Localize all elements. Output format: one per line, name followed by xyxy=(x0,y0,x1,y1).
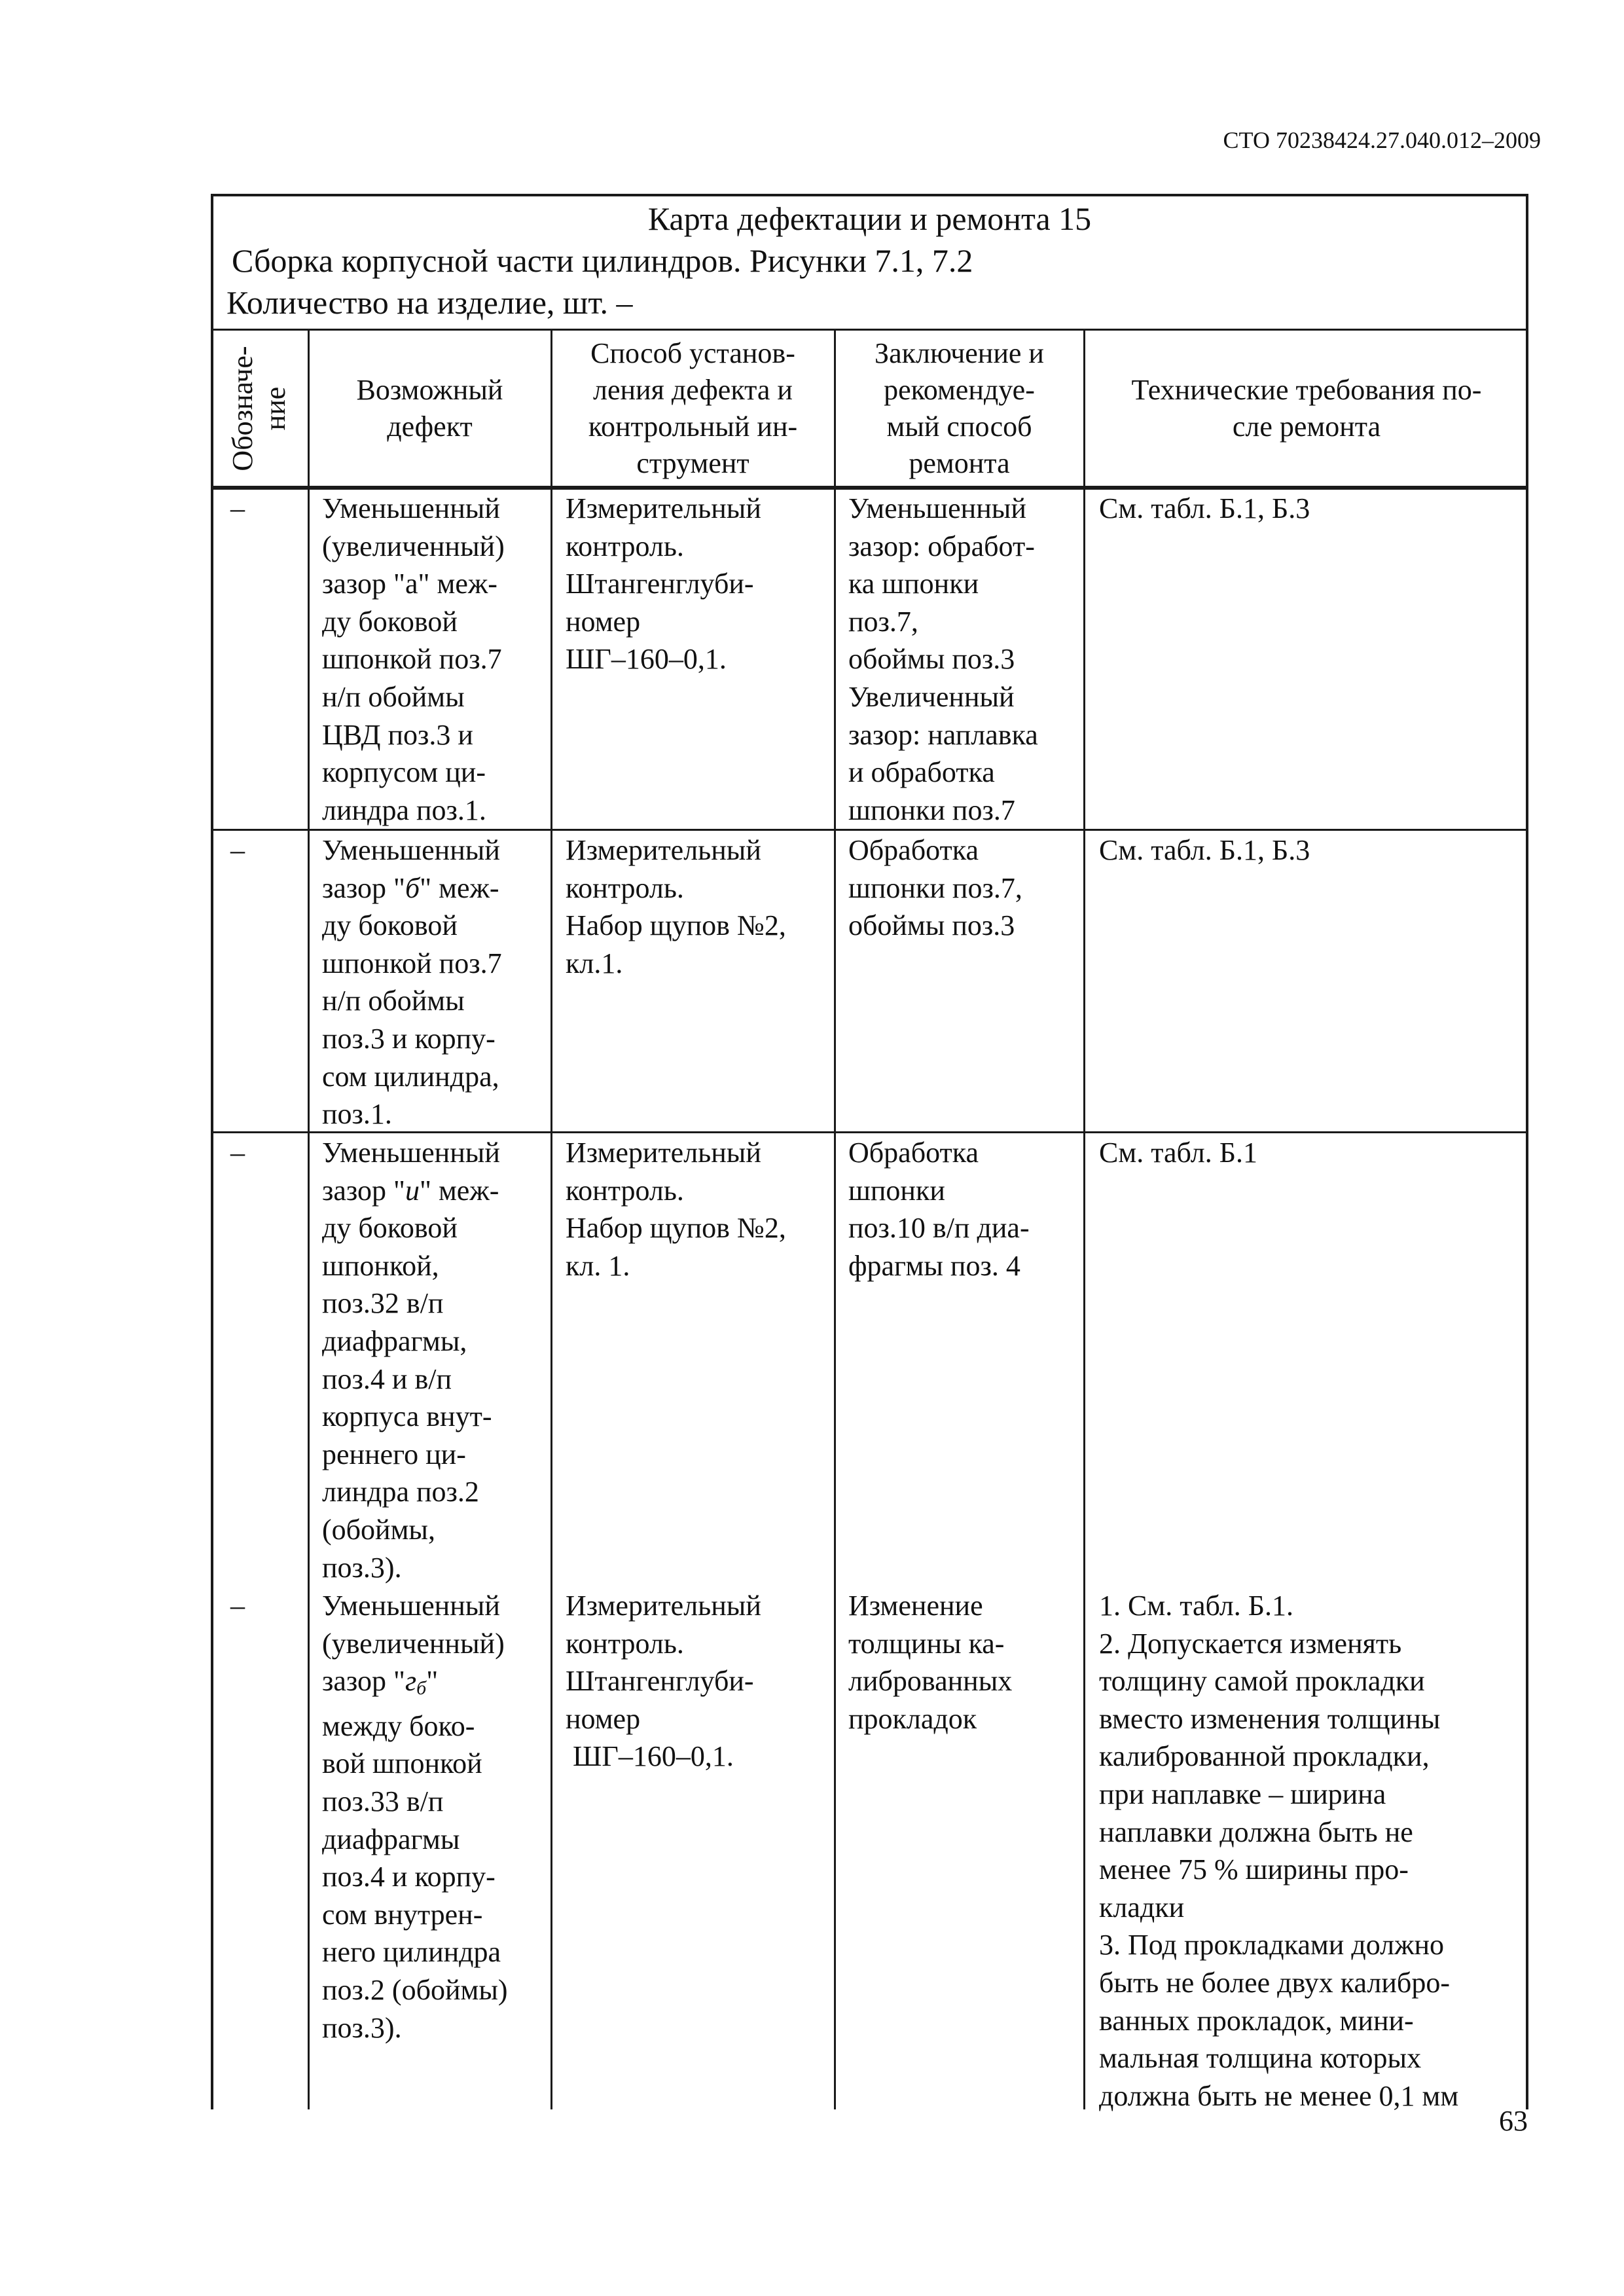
row-repair: Уменьшенный зазор: обработ- ка шпонки поз.7, обоймы поз.3 Увеличенный зазор: наплавка и обработка шпонки поз.7 xyxy=(848,492,1038,826)
column-divider xyxy=(834,329,836,2109)
row-designation: – xyxy=(230,492,245,524)
row-designation: – xyxy=(230,1590,245,1622)
row-requirements: См. табл. Б.1, Б.3 xyxy=(1099,492,1310,524)
column-header-requirements: Технические требования по- сле ремонта xyxy=(1131,374,1482,443)
page-number: 63 xyxy=(1499,2105,1528,2137)
row-repair: Обработка шпонки поз.10 в/п диа- фрагмы поз. 4 xyxy=(848,1137,1030,1282)
row-method: Измерительный контроль. Штангенглуби- номер ШГ–160–0,1. xyxy=(566,1590,761,1773)
row-requirements: 1. См. табл. Б.1. 2. Допускается изменять толщину самой прокладки вместо изменения толщины калиброванной прокладки, при наплавке – ширина наплавки должна быть не менее 75 % ширины про- кладки 3. Под прокладками должно быть не более двух калибро- ванных прокладок, мини- мальная толщина которых должна быть не менее 0,1 мм xyxy=(1099,1590,1459,2112)
row-defect: Уменьшенный зазор "б" меж- ду боковой шпонкой поз.7 н/п обоймы поз.3 и корпу- сом цилиндра, поз.1. xyxy=(322,834,502,1131)
column-header-method: Способ установ- ления дефекта и контрольный ин- струмент xyxy=(588,337,798,479)
row-requirements: См. табл. Б.1, Б.3 xyxy=(1099,834,1310,866)
column-header-repair: Заключение и рекомендуе- мый способ ремонта xyxy=(875,337,1044,479)
row-method: Измерительный контроль. Штангенглуби- номер ШГ–160–0,1. xyxy=(566,492,761,676)
card-subtitle: Сборка корпусной части цилиндров. Рисунки 7.1, 7.2 xyxy=(232,242,973,279)
card-quantity: Количество на изделие, шт. – xyxy=(226,284,633,321)
row-defect: Уменьшенный зазор "и" меж- ду боковой шпонкой, поз.32 в/п диафрагмы, поз.4 и в/п корпуса внут- реннего ци- линдра поз.2 (обоймы, поз.3). xyxy=(322,1137,500,1584)
column-divider xyxy=(1083,329,1085,2109)
row-divider xyxy=(211,829,1528,831)
row-method: Измерительный контроль. Набор щупов №2, кл.1. xyxy=(566,834,786,979)
column-divider xyxy=(308,329,310,2109)
row-defect: Уменьшенный (увеличенный) зазор "$г_б$" между боко- вой шпонкой поз.33 в/п диафрагмы поз.4 и корпу- сом внутрен- него цилиндра поз.2 (обоймы) поз.3). xyxy=(322,1590,508,2044)
column-header-designation: Обозначе- ние xyxy=(226,346,291,471)
row-repair: Изменение толщины ка- либрованных прокладок xyxy=(848,1590,1013,1735)
doc-code: СТО 70238424.27.040.012–2009 xyxy=(1223,127,1541,153)
row-requirements: См. табл. Б.1 xyxy=(1099,1137,1257,1169)
row-repair: Обработка шпонки поз.7, обоймы поз.3 xyxy=(848,834,1022,942)
defect-card-table xyxy=(211,194,1528,2112)
row-designation: – xyxy=(230,834,245,866)
card-title: Карта дефектации и ремонта 15 xyxy=(647,200,1092,237)
row-method: Измерительный контроль. Набор щупов №2, кл. 1. xyxy=(566,1137,786,1282)
row-designation: – xyxy=(230,1137,245,1169)
column-divider xyxy=(550,329,552,2109)
row-defect: Уменьшенный (увеличенный) зазор "а" меж- ду боковой шпонкой поз.7 н/п обоймы ЦВД поз.3 и корпусом ци- линдра поз.1. xyxy=(322,492,505,826)
title-divider xyxy=(211,329,1528,331)
column-header-defect: Возможный дефект xyxy=(356,374,503,443)
